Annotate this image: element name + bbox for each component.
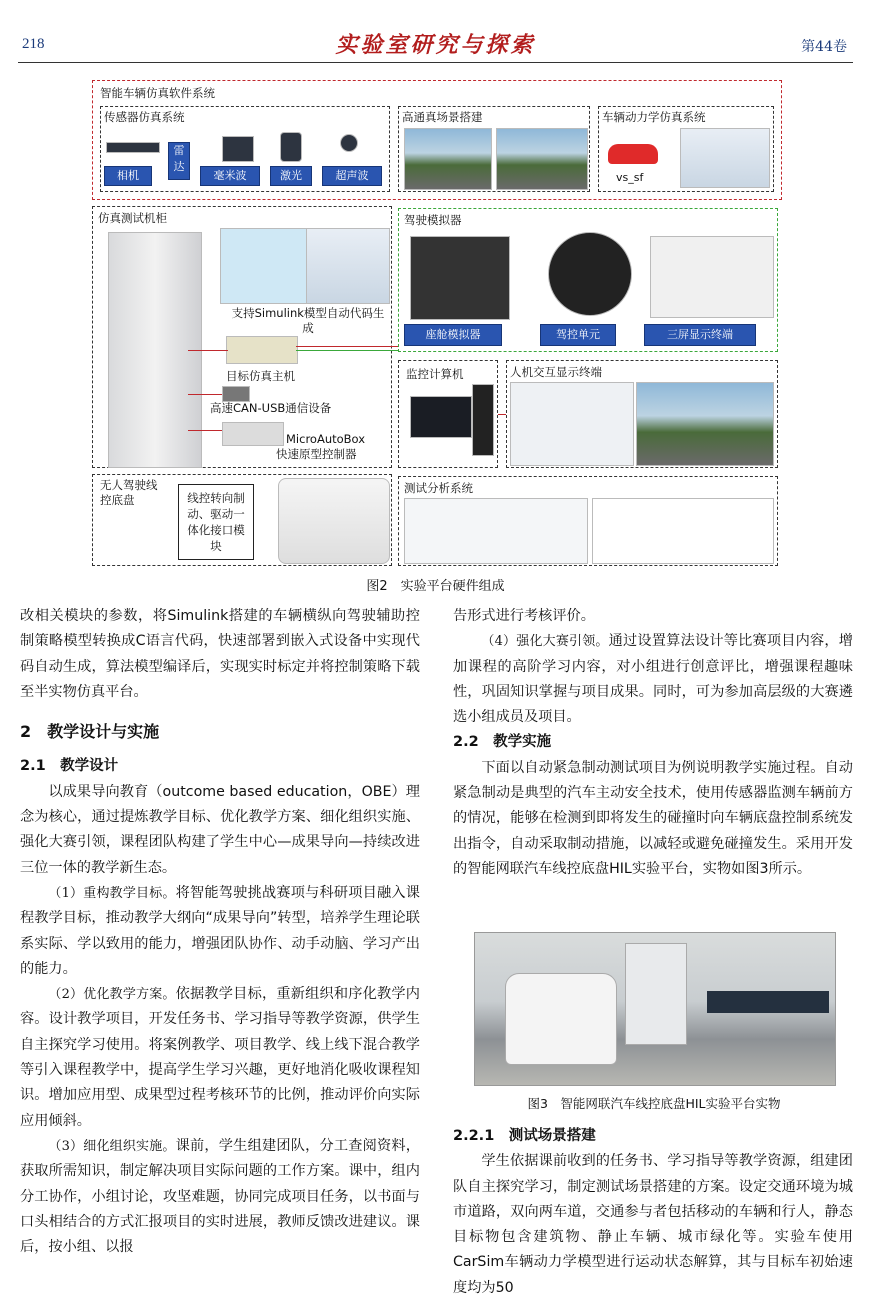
paragraph-body: 依据教学目标，重新组织和序化教学内容。设计教学项目，开发任务书、学习指导等教学资源，供学生自主探究学习使用。将案例教学、项目教学、线上线下混合教学等引入课程教学中，提高学生学习兴趣，更好地消化吸收课程知识。增加应用型、成果型过程考核环节的比例，推动评价向实际应用倾斜。 [20, 986, 420, 1129]
paragraph [20, 881, 420, 982]
sensor-tag-mmwave: 毫米波 [200, 166, 260, 186]
paragraph [453, 629, 853, 730]
arrow-hmi-link [498, 414, 506, 415]
arrow-driving-link [296, 350, 398, 351]
red-car-icon [608, 144, 658, 164]
arrow-target-host [188, 350, 228, 351]
target-host-label: 目标仿真主机 [226, 369, 295, 383]
paragraph-lead: （1）重构教学目标。 [48, 885, 176, 901]
sensor-tag-radar: 雷达 [168, 142, 190, 180]
subsection-heading: 2.1 教学设计 [20, 758, 119, 775]
sensor-tag-ultrasonic: 超声波 [322, 166, 382, 186]
pc-tower-image [472, 384, 494, 456]
interface-module-label: 线控转向制动、驱动一体化接口模块 [187, 491, 245, 553]
chassis-car-image [278, 478, 390, 564]
paragraph: 改相关模块的参数，将Simulink搭建的车辆横纵向驾驶辅助控制策略模型转换成C语言代码，快速部署到嵌入式设备中实现代码自动生成，算法模型编译后，实现实时标定并将控制策略下载至半实物仿真平台。 [20, 608, 420, 700]
arrow-microautobox [188, 430, 222, 431]
driving-tag-cockpit: 座舱模拟器 [404, 324, 502, 346]
paragraph: 学生依据课前收到的任务书、学习指导等教学资源，组建团队自主探究学习，制定测试场景搭建的方案。设定交通环境为城市道路，双向两车道，交通参与者包括移动的车辆和行人，静态目标物包含建筑物、静止车辆、城市绿化等。实验车使用CarSim车辆动力学模型进行运动状态解算，其与目标车初始速度均为50 [453, 1153, 853, 1296]
model-screenshot [306, 228, 390, 304]
chassis-label: 无人驾驶线控底盘 [100, 478, 158, 507]
mmwave-image [222, 136, 254, 162]
scene-image-1 [404, 128, 492, 190]
can-usb-label: 高速CAN-USB通信设备 [210, 401, 332, 415]
photo-car [505, 973, 617, 1065]
arrow-can-usb [188, 394, 222, 395]
simulink-caption: 支持Simulink模型自动代码生成 [231, 306, 385, 335]
analysis-label: 测试分析系统 [404, 481, 473, 495]
driving-tag-control: 驾控单元 [540, 324, 616, 346]
journal-title: 实验室研究与探索 [335, 32, 536, 58]
camera-image [106, 142, 160, 153]
monitor-pc-label: 监控计算机 [406, 367, 464, 381]
ultrasonic-image [340, 134, 358, 152]
paragraph [20, 1134, 420, 1260]
vehicle-dynamics-label: 车辆动力学仿真系统 [602, 110, 706, 124]
sensor-tag-camera: 相机 [104, 166, 152, 186]
dynamics-screenshot [680, 128, 770, 188]
rapid-prototype-label: 快速原型控制器 [276, 447, 357, 461]
hmi-label: 人机交互显示终端 [510, 365, 602, 379]
section-heading: 2 教学设计与实施 [20, 722, 160, 742]
paragraph: 以成果导向教育（outcome based education，OBE）理念为核心，通过提炼教学目标、优化教学方案、细化组织实施、强化大赛引领，课程团队构建了学生中心—成果导向—持续改进三位一体的教学新生态。 [20, 783, 420, 876]
paragraph: 告形式进行考核评价。 [453, 608, 595, 624]
driving-simulator-label: 驾驶模拟器 [404, 213, 462, 227]
paragraph-lead: （3）细化组织实施。 [48, 1138, 176, 1154]
page-header [0, 0, 871, 64]
subsection-heading: 2.2 教学实施 [453, 734, 552, 751]
cockpit-image [410, 236, 510, 320]
left-column [20, 604, 420, 1260]
subsubsection-heading: 2.2.1 测试场景搭建 [453, 1128, 596, 1144]
cabinet-label: 仿真测试机柜 [98, 211, 167, 225]
paragraph [20, 982, 420, 1134]
photo-cabinet [625, 943, 687, 1045]
simulink-diagram-image [220, 228, 308, 304]
scene-image-2 [496, 128, 588, 190]
lidar-image [280, 132, 302, 162]
figure-3-photo [474, 932, 836, 1086]
microautobox-image [222, 422, 284, 446]
photo-screens [707, 991, 829, 1013]
paragraph: 下面以自动紧急制动测试项目为例说明教学实施过程。自动紧急制动是典型的汽车主动安全技术，使用传感器监测车辆前方的情况，能够在检测到即将发生的碰撞时向车辆底盘控制系统发出指令，自动采取制动措施，以减轻或避免碰撞发生。采用开发的智能网联汽车线控底盘HIL实验平台，实物如图3所示。 [453, 759, 853, 877]
right-column-bottom [453, 1124, 853, 1301]
header-rule [18, 62, 853, 63]
scene-build-label: 高通真场景搭建 [402, 110, 483, 124]
paragraph-lead: （4）强化大赛引领。 [481, 634, 609, 650]
triple-screen-image [650, 236, 774, 318]
arrow-monitor-link [296, 346, 398, 347]
figure-2-diagram [92, 80, 782, 570]
hmi-screenshot-1 [510, 382, 634, 466]
figure-3-caption: 图3 智能网联汽车线控底盘HIL实验平台实物 [527, 1096, 781, 1111]
analysis-plots [592, 498, 774, 564]
page-number: 218 [22, 36, 45, 52]
sensor-sim-label: 传感器仿真系统 [104, 110, 185, 124]
vs-sf-label: vs_sf [616, 171, 644, 184]
right-column [453, 604, 853, 882]
analysis-screenshot [404, 498, 588, 564]
target-host-image [226, 336, 298, 364]
hmi-screenshot-2 [636, 382, 774, 466]
software-system-label: 智能车辆仿真软件系统 [100, 86, 215, 100]
microautobox-label: MicroAutoBox [286, 432, 366, 446]
steering-wheel-image [548, 232, 632, 316]
paragraph-body: 课前，学生组建团队，分工查阅资料，获取所需知识，制定解决项目实际问题的工作方案。课中，组内分工协作，小组讨论，攻坚难题，协同完成项目任务，以书面与口头相结合的方式汇报项目的实时进展，教师反馈改进建议。课后，按小组、以报 [20, 1137, 420, 1256]
figure-2-caption: 图2 实验平台硬件组成 [366, 579, 505, 594]
driving-tag-screens: 三屏显示终端 [644, 324, 756, 346]
volume-label: 第44卷 [801, 39, 847, 55]
paragraph-body: 通过设置算法设计等比赛项目内容，增加课程的高阶学习内容，对小组进行创意评比，增强课程趣味性，巩固知识掌握与项目成果。同时，可为参加高层级的大赛遴选小组成员及项目。 [453, 633, 853, 726]
paragraph-body: 将智能驾驶挑战赛项与科研项目融入课程教学目标，推动教学大纲向“成果导向”转型，培养学生理论联系实际、学以致用的能力，增强团队协作、动手动脑、学习产出的能力。 [20, 884, 420, 977]
paragraph-lead: （2）优化教学方案。 [48, 987, 176, 1003]
monitor-image [410, 396, 472, 438]
sensor-tag-lidar: 激光 [270, 166, 312, 186]
